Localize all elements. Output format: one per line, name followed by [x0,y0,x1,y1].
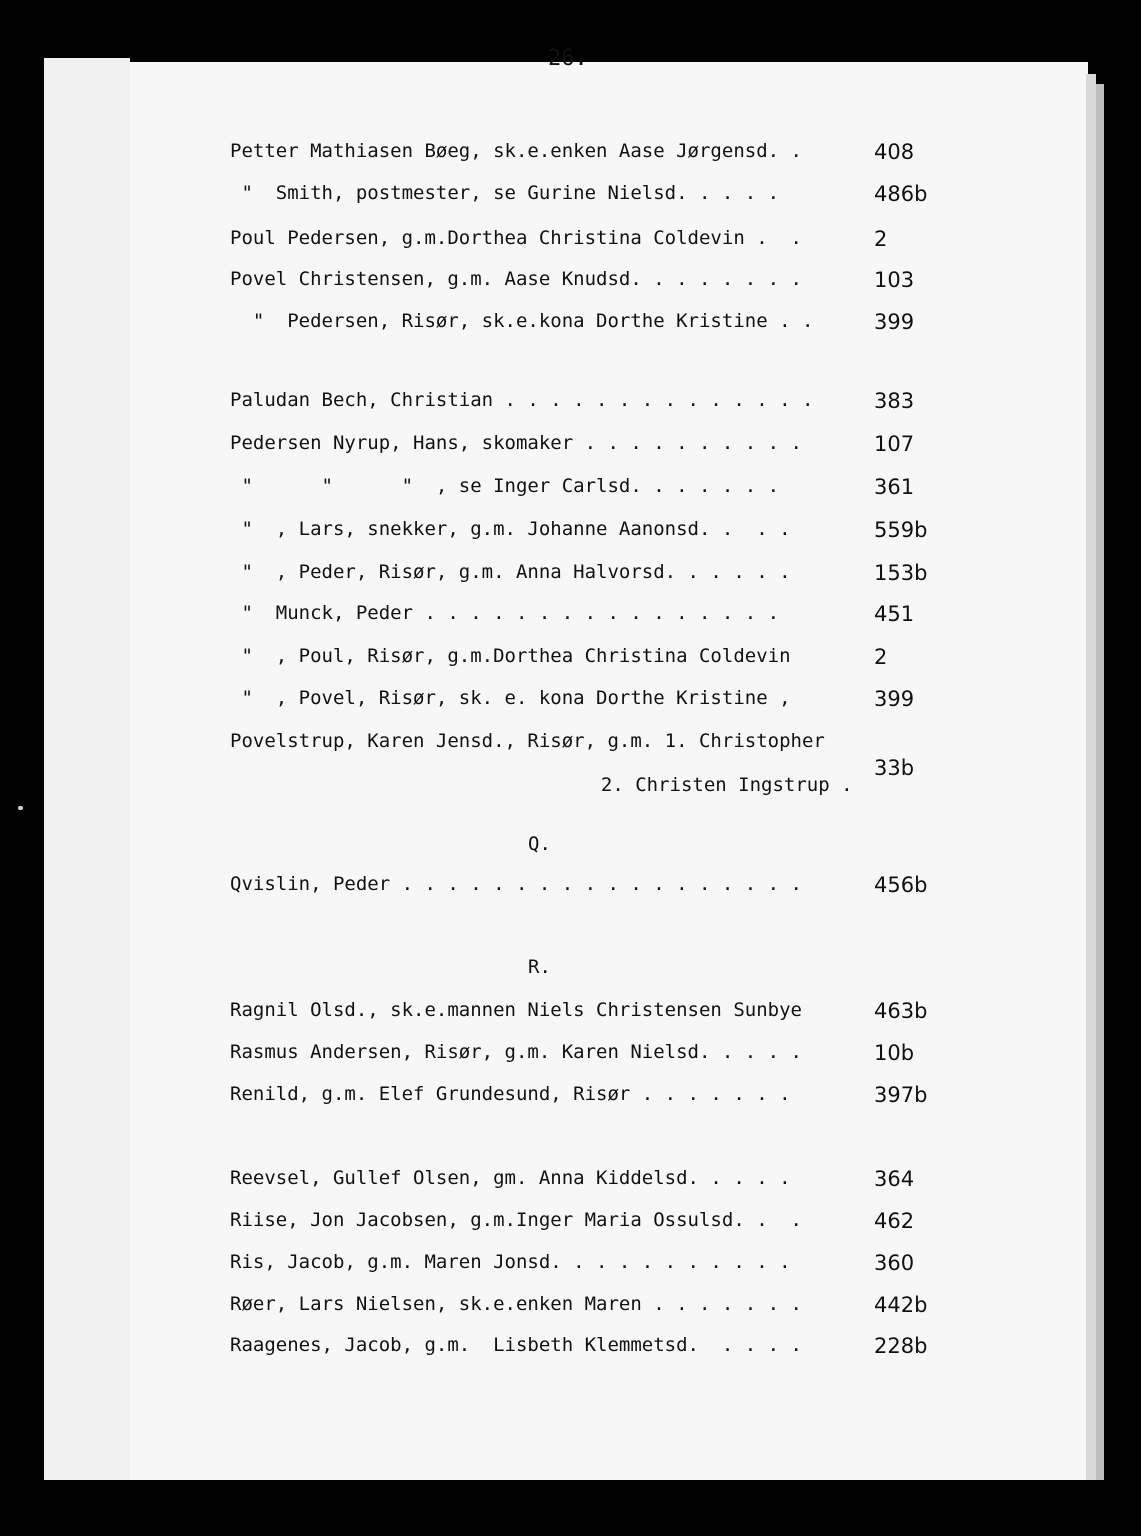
index-entry [230,389,930,415]
entry-reference: 10b [874,1041,915,1065]
entry-reference: 383 [874,389,915,413]
entry-text: Riise, Jon Jacobsen, g.m.Inger Maria Ossulsd. . . [230,1209,802,1231]
index-entry [230,873,930,899]
entry-reference: 399 [874,310,915,334]
entry-reference: 107 [874,432,915,456]
index-entry [230,687,930,713]
entry-reference: 463b [874,999,928,1023]
entry-text: 2. Christen Ingstrup . [600,774,853,796]
entry-reference: 442b [874,1293,928,1317]
entry-reference: 33b [874,756,915,780]
entry-reference: 2 [874,227,888,251]
page-left-strip [44,58,130,1480]
entry-reference: 397b [874,1083,928,1107]
index-entry [230,645,930,671]
index-entry [230,1083,930,1109]
entry-text: " Pedersen, Risør, sk.e.kona Dorthe Kristine . . [230,310,814,332]
index-entry [230,561,930,587]
index-entry [230,1334,930,1360]
index-entry [230,999,930,1025]
entry-text: Qvislin, Peder . . . . . . . . . . . . . . . . . . [230,873,802,895]
entry-text: Ris, Jacob, g.m. Maren Jonsd. . . . . . . . . . . [230,1251,791,1273]
entry-reference: 153b [874,561,928,585]
entry-text: Povel Christensen, g.m. Aase Knudsd. . . . . . . . [230,268,802,290]
entry-text: " Smith, postmester, se Gurine Nielsd. . . . . [230,182,780,204]
entry-text: " , Lars, snekker, g.m. Johanne Aanonsd. . . . [230,518,791,540]
entry-text: " , Povel, Risør, sk. e. kona Dorthe Kristine , [230,687,791,709]
entry-reference: 408 [874,140,915,164]
entry-text: Paludan Bech, Christian . . . . . . . . . . . . . . [230,389,814,411]
entry-text: Pedersen Nyrup, Hans, skomaker . . . . . . . . . . [230,432,802,454]
entry-reference: 456b [874,873,928,897]
entry-text: Poul Pedersen, g.m.Dorthea Christina Coldevin . . [230,227,802,249]
entry-text: Petter Mathiasen Bøeg, sk.e.enken Aase Jørgensd. . [230,140,802,162]
entry-reference: 451 [874,602,915,626]
section-letter: R. [528,956,551,978]
entry-reference: 364 [874,1167,915,1191]
index-entry [230,140,930,166]
entry-text: Røer, Lars Nielsen, sk.e.enken Maren . . . . . . . [230,1293,802,1315]
index-entry [230,756,930,782]
entry-reference: 228b [874,1334,928,1358]
index-entry [230,432,930,458]
index-entry [230,602,930,628]
page-edge-shadow [1096,84,1104,1480]
entry-text: Rasmus Andersen, Risør, g.m. Karen Nielsd. . . . . [230,1041,802,1063]
entry-text: Povelstrup, Karen Jensd., Risør, g.m. 1. Christopher [230,730,825,752]
entry-reference: 103 [874,268,915,292]
entry-text: " , Poul, Risør, g.m.Dorthea Christina Coldevin [230,645,791,667]
index-entry [230,1251,930,1277]
index-entry [230,518,930,544]
entry-reference: 462 [874,1209,915,1233]
entry-text: Renild, g.m. Elef Grundesund, Risør . . . . . . . [230,1083,791,1105]
entry-text: Raagenes, Jacob, g.m. Lisbeth Klemmetsd. . . . . [230,1334,802,1356]
entry-text: Ragnil Olsd., sk.e.mannen Niels Christensen Sunbye [230,999,802,1021]
entry-text: Reevsel, Gullef Olsen, gm. Anna Kiddelsd. . . . . [230,1167,791,1189]
page-edge [1086,74,1096,1480]
entry-reference: 2 [874,645,888,669]
entry-reference: 361 [874,475,915,499]
index-entry [230,310,930,336]
entry-reference: 399 [874,687,915,711]
page-number: 26. [548,46,588,71]
index-entry [230,227,930,253]
entry-text: " " " , se Inger Carlsd. . . . . . . [230,475,780,497]
index-entry [230,182,930,208]
index-entry [230,268,930,294]
entry-text: " , Peder, Risør, g.m. Anna Halvorsd. . . . . . [230,561,791,583]
entry-text: " Munck, Peder . . . . . . . . . . . . . . . . [230,602,780,624]
section-letter: Q. [528,833,551,855]
index-entry [230,1209,930,1235]
entry-reference: 486b [874,182,928,206]
entry-reference: 559b [874,518,928,542]
index-entry [230,1167,930,1193]
index-entry [230,1041,930,1067]
index-entry [230,1293,930,1319]
entry-reference: 360 [874,1251,915,1275]
dust-speck [18,806,23,810]
index-entry [230,475,930,501]
